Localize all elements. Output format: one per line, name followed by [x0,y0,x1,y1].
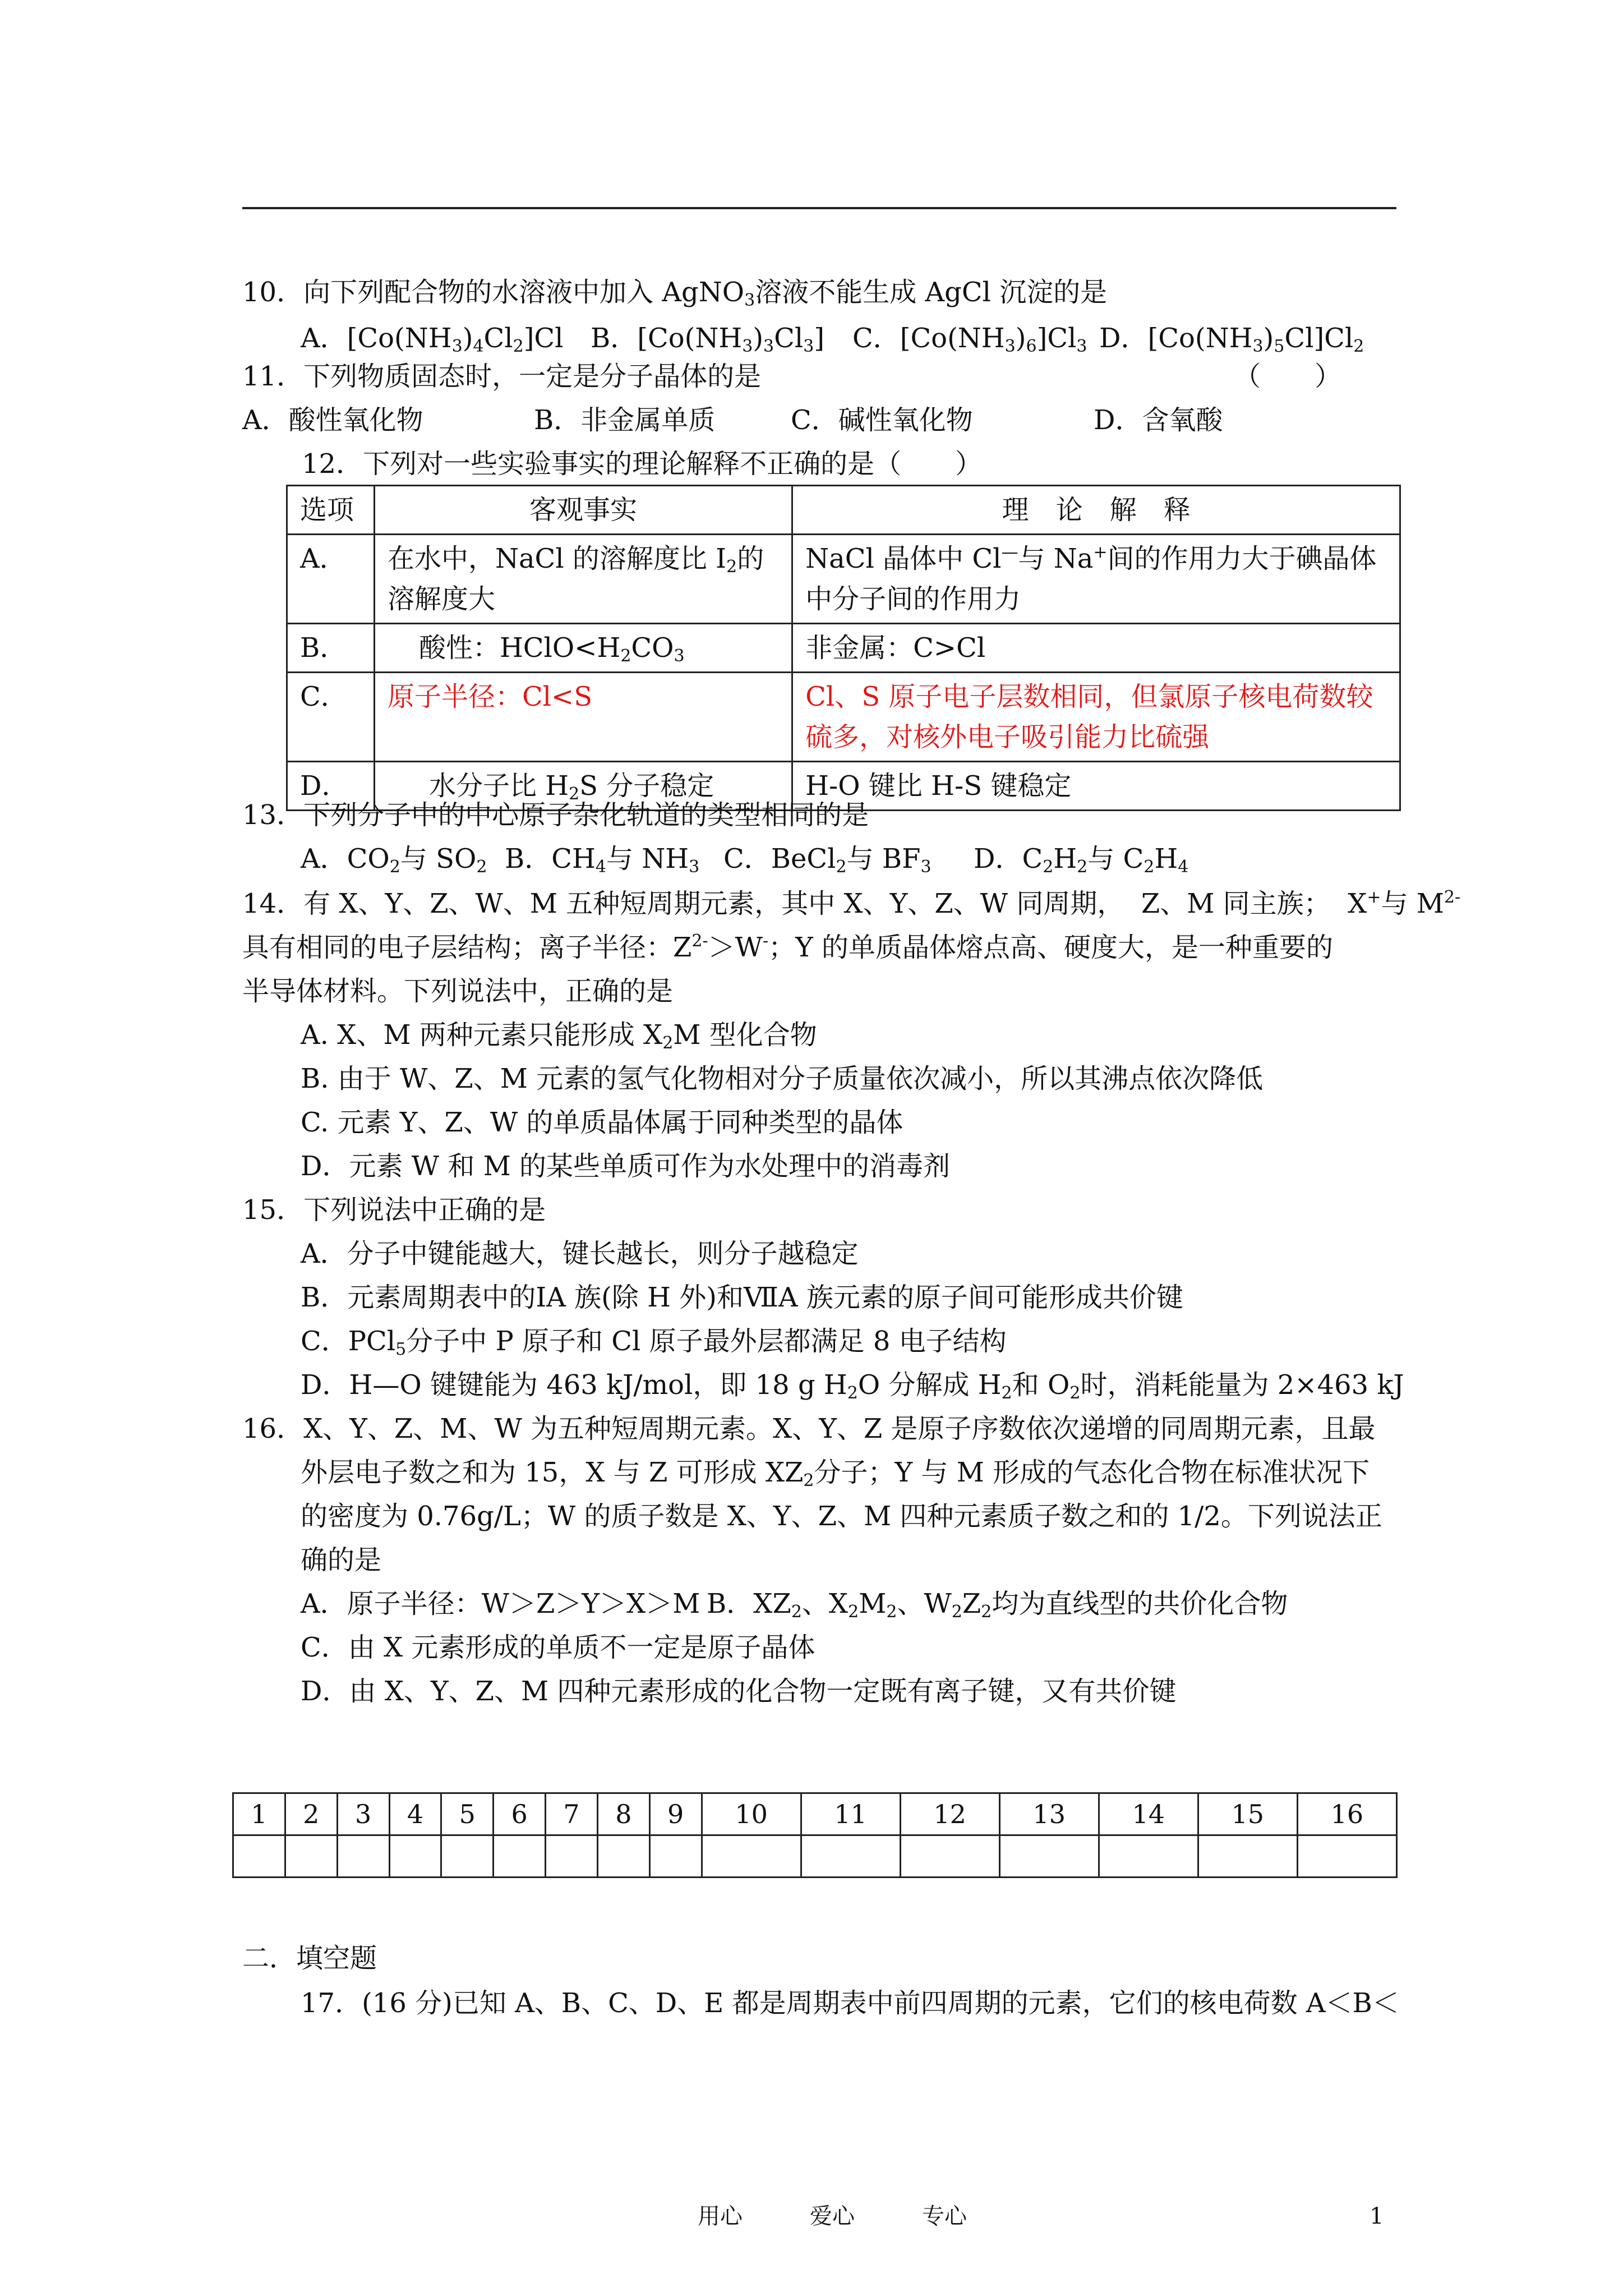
q11-option-b: B．非金属单质 [534,404,716,436]
answer-cell[interactable] [337,1835,389,1878]
q16-option-a: A．原子半径：W＞Z＞Y＞X＞M [301,1588,700,1619]
q14-stem-line-2: 具有相同的电子层结构；离子半径：$Z^{2-}>W^-$；Y 的单质晶体熔点高、硬度大，是一种重要的 [242,931,1334,963]
q13-option-d: D．$C_2H_2$与 $C_2H_4$ [974,843,1189,877]
q10-option-d: D．$[Co(NH_3)_5Cl]Cl_2$ [1099,323,1364,356]
q11-answer-paren: （ ） [1234,361,1342,392]
q14-option-a: A. X、M 两种元素只能形成 $X_2M$ 型化合物 [301,1019,817,1053]
page-number: 1 [1370,2203,1384,2229]
theory-cell: NaCl 晶体中 Cl—与 Na+间的作用力大于碘晶体中分子间的作用力 [792,535,1400,624]
q16-stem-line-2: 外层电子数之和为 15，X 与 Z 可形成 $XZ_2$分子；Y 与 M 形成的气态化合物在标准状况下 [301,1457,1370,1490]
table-row [287,624,1400,673]
answer-cell[interactable] [900,1835,999,1878]
question-number-cell: 2 [285,1793,337,1835]
q15-stem: 15．下列说法中正确的是 [242,1194,546,1226]
q11-option-c: C．碱性氧化物 [791,404,973,436]
q15-option-b: B．元素周期表中的ⅠA 族(除 H 外)和ⅦA 族元素的原子间可能形成共价键 [301,1282,1183,1313]
q17-stem: 17．(16 分)已知 A、B、C、D、E 都是周期表中前四周期的元素，它们的核电荷数 A＜B＜ [301,1987,1399,2019]
q13-stem: 13．下列分子中的中心原子杂化轨道的类型相同的是 [242,799,869,831]
question-number-cell: 8 [597,1793,649,1835]
answer-cell[interactable] [389,1835,441,1878]
fact-cell: 酸性：$HClO<H_2CO_3$ [374,624,792,673]
question-number-cell: 3 [337,1793,389,1835]
question-number-cell: 9 [649,1793,702,1835]
answer-cell[interactable] [1198,1835,1297,1878]
header-rule [242,207,1396,209]
answer-cell[interactable] [1297,1835,1396,1878]
answer-cell[interactable] [1099,1835,1198,1878]
question-number-cell: 16 [1297,1793,1396,1835]
q15-option-d: D．H—O 键键能为 463 kJ/mol，即 18 g $H_2O$ 分解成 $H_2$和 $O_2$时，消耗能量为 2×463 kJ [301,1369,1404,1403]
option-cell: A． [287,535,375,624]
q14-stem-line-1: 14．有 X、Y、Z、W、M 五种短周期元素，其中 X、Y、Z、W 同周期， Z、M 同主族； X+与 $M^{2-}$ [242,887,1461,919]
theory-cell: 非金属：C>Cl [792,624,1400,673]
q16-stem-line-1: 16．X、Y、Z、M、W 为五种短周期元素。X、Y、Z 是原子序数依次递增的同周期元素，且最 [242,1413,1376,1444]
answer-blank-row [233,1835,1397,1878]
q10-option-c: C．$[Co(NH_3)_6]Cl_3$ [852,323,1087,356]
option-cell: B． [287,624,375,673]
question-number-cell: 15 [1198,1793,1297,1835]
q10-stem: 10．向下列配合物的水溶液中加入 AgNO$_3$溶液不能生成 AgCl 沉淀的是 [242,277,1108,310]
question-number-cell: 10 [702,1793,801,1835]
answer-cell[interactable] [801,1835,900,1878]
answer-cell[interactable] [494,1835,546,1878]
q14-option-b: B. 由于 W、Z、M 元素的氢气化物相对分子质量依次减小，所以其沸点依次降低 [301,1063,1264,1094]
q11-option-a: A．酸性氧化物 [242,404,423,436]
q15-option-c: C．PCl$_5$分子中 P 原子和 Cl 原子最外层都满足 8 电子结构 [301,1326,1007,1359]
fact-cell: 原子半径：Cl<S [374,673,792,762]
q13-option-b: B．$CH_4$与 $NH_3$ [505,843,700,877]
question-number-cell: 5 [441,1793,494,1835]
answer-cell[interactable] [546,1835,598,1878]
q11-option-d: D．含氧酸 [1094,404,1223,436]
answer-cell[interactable] [441,1835,494,1878]
theory-cell: H-O 键比 H-S 键稳定 [792,762,1400,811]
question-number-cell: 14 [1099,1793,1198,1835]
q16-option-c: C．由 X 元素形成的单质不一定是原子晶体 [301,1632,815,1663]
fact-cell: 水分子比 $H_2S$ 分子稳定 [374,762,792,811]
q10-option-a: A．$[Co(NH_3)_4Cl_2]Cl$ [301,323,564,356]
table-row [287,673,1400,762]
table-row [287,535,1400,624]
q13-option-a: A．$CO_2$与 $SO_2$ [301,843,487,877]
question-number-cell: 13 [999,1793,1099,1835]
answer-cell[interactable] [597,1835,649,1878]
question-number-cell: 4 [389,1793,441,1835]
answer-cell[interactable] [702,1835,801,1878]
q16-option-b: B．$XZ_2$、$X_2M_2$、$W_2Z_2$均为直线型的共价化合物 [707,1588,1288,1622]
theory-cell: Cl、S 原子电子层数相同，但氯原子核电荷数较硫多，对核外电子吸引能力比硫强 [792,673,1400,762]
q13-option-c: C．BeCl$_2$与 $BF_3$ [723,843,932,877]
question-number-cell: 12 [900,1793,999,1835]
q12-stem: 12．下列对一些实验事实的理论解释不正确的是（ ） [302,448,983,480]
answer-table [232,1792,1398,1878]
answer-number-row [233,1793,1397,1835]
q16-stem-line-3: 的密度为 0.76g/L；W 的质子数是 X、Y、Z、M 四种元素质子数之和的 1/2。下列说法正 [301,1501,1382,1532]
q16-stem-line-4: 确的是 [301,1544,382,1576]
table-header-row [287,486,1400,535]
fact-cell: 在水中，NaCl 的溶解度比 $I_2$的溶解度大 [374,535,792,624]
question-number-cell: 1 [233,1793,285,1835]
question-number-cell: 6 [494,1793,546,1835]
question-number-cell: 11 [801,1793,900,1835]
q14-option-d: D．元素 W 和 M 的某些单质可作为水处理中的消毒剂 [301,1151,951,1182]
q12-table [286,485,1401,811]
option-cell: C． [287,673,375,762]
answer-cell[interactable] [233,1835,285,1878]
q15-option-a: A．分子中键能越大，键长越长，则分子越稳定 [301,1238,859,1269]
table-header-cell: 理 论 解 释 [792,486,1400,535]
q14-option-c: C. 元素 Y、Z、W 的单质晶体属于同种类型的晶体 [301,1107,903,1138]
q16-option-d: D．由 X、Y、Z、M 四种元素形成的化合物一定既有离子键，又有共价键 [301,1676,1177,1707]
table-header-cell: 选项 [287,486,375,535]
q14-stem-line-3: 半导体材料。下列说法中，正确的是 [242,976,674,1007]
option-cell: D． [287,762,375,811]
question-number-cell: 7 [546,1793,598,1835]
q11-stem: 11．下列物质固态时，一定是分子晶体的是 [242,361,762,392]
answer-cell[interactable] [649,1835,702,1878]
answer-cell[interactable] [285,1835,337,1878]
answer-cell[interactable] [999,1835,1099,1878]
section-2-title: 二．填空题 [242,1943,377,1974]
q10-option-b: B．$[Co(NH_3)_3Cl_3]$ [591,323,825,356]
table-header-cell: 客观事实 [374,486,792,535]
footer-motto: 用心 爱心 专心 [698,2203,967,2229]
